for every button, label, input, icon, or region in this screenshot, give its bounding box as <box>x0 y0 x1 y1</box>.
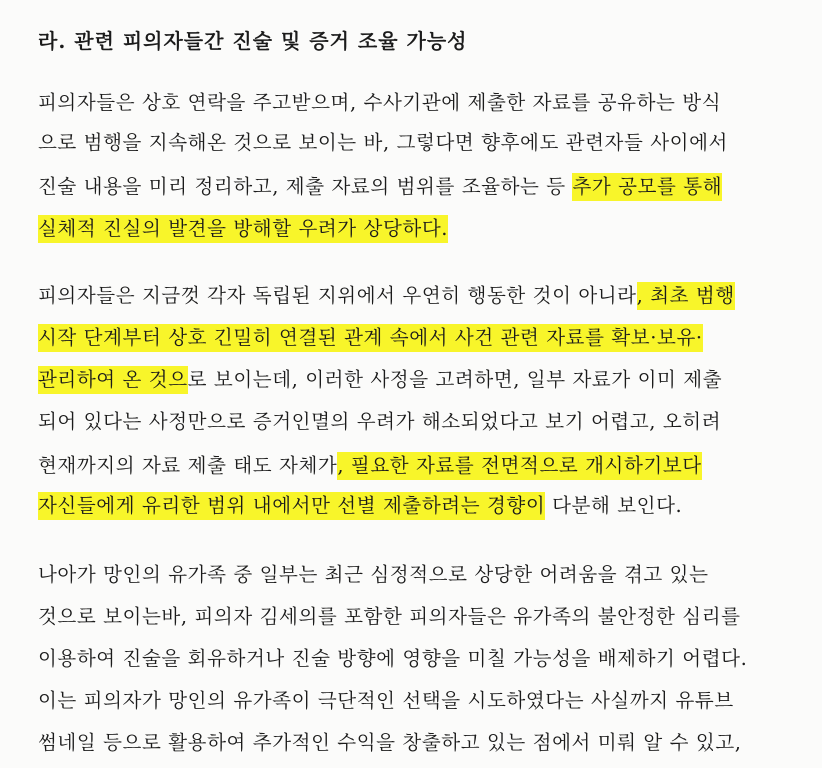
text-segment: 으로 범행을 지속해온 것으로 보이는 바, 그렇다면 향후에도 관련자들 사이에서 <box>38 131 728 154</box>
text-segment: 되어 있다는 사정만으로 증거인멸의 우려가 해소되었다고 보기 어렵고, 오히려 <box>38 410 722 433</box>
highlighted-text: 실체적 진실의 발견을 방해할 우려가 상당하다. <box>38 215 448 243</box>
text-line <box>38 644 747 674</box>
text-segment: 다분해 보인다. <box>545 494 683 517</box>
text-segment: 진술 내용을 미리 정리하고, 제출 자료의 범위를 조율하는 등 <box>38 175 573 198</box>
text-line <box>38 560 709 590</box>
text-segment: 피의자들은 지금껏 각자 독립된 지위에서 우연히 행동한 것이 아니라 <box>38 284 637 307</box>
text-line <box>38 407 721 437</box>
highlighted-text: 추가 공모를 통해 <box>572 173 722 201</box>
text-segment: 로 보이는데, 이러한 사정을 고려하면, 일부 자료가 이미 제출 <box>187 368 723 391</box>
text-segment: 이는 피의자가 망인의 유가족이 극단적인 선택을 시도하였다는 사실까지 유튜브 <box>38 689 734 712</box>
text-segment: 나아가 망인의 유가족 중 일부는 최근 심정적으로 상당한 어려움을 겪고 있는 <box>38 563 709 586</box>
text-segment: 현재까지의 자료 제출 태도 자체가 <box>38 454 338 477</box>
text-segment: 피의자들은 상호 연락을 주고받으며, 수사기관에 제출한 자료를 공유하는 방식 <box>38 91 722 114</box>
highlighted-text: , 필요한 자료를 전면적으로 개시하기보다 <box>337 452 701 480</box>
text-line <box>38 602 741 632</box>
text-segment: 이용하여 진술을 회유하거나 진술 방향에 영향을 미칠 가능성을 배제하기 어렵다. <box>38 647 748 670</box>
highlighted-text: , 최초 범행 <box>637 282 735 310</box>
text-segment: 것으로 보이는바, 피의자 김세의를 포함한 피의자들은 유가족의 불안정한 심리를 <box>38 605 741 628</box>
highlighted-text: 자신들에게 유리한 범위 내에서만 선별 제출하려는 경향이 <box>38 492 545 520</box>
highlighted-text: 시작 단계부터 상호 긴밀히 연결된 관계 속에서 사건 관련 자료를 확보·보유· <box>38 324 703 352</box>
text-line <box>38 214 448 244</box>
text-line <box>38 128 728 158</box>
text-line <box>38 88 721 118</box>
text-line <box>38 172 722 202</box>
text-line <box>38 323 703 353</box>
text-line <box>38 728 742 758</box>
text-line <box>38 491 682 521</box>
text-segment: 썸네일 등으로 활용하여 추가적인 수익을 창출하고 있는 점에서 미뤄 알 수 있고, <box>38 731 742 754</box>
text-line <box>38 365 722 395</box>
highlighted-text: 관리하여 온 것으 <box>38 366 188 394</box>
section-heading: 라. 관련 피의자들간 진술 및 증거 조율 가능성 <box>38 29 468 53</box>
text-line <box>38 686 734 716</box>
text-line <box>38 281 735 311</box>
text-line <box>38 451 702 481</box>
